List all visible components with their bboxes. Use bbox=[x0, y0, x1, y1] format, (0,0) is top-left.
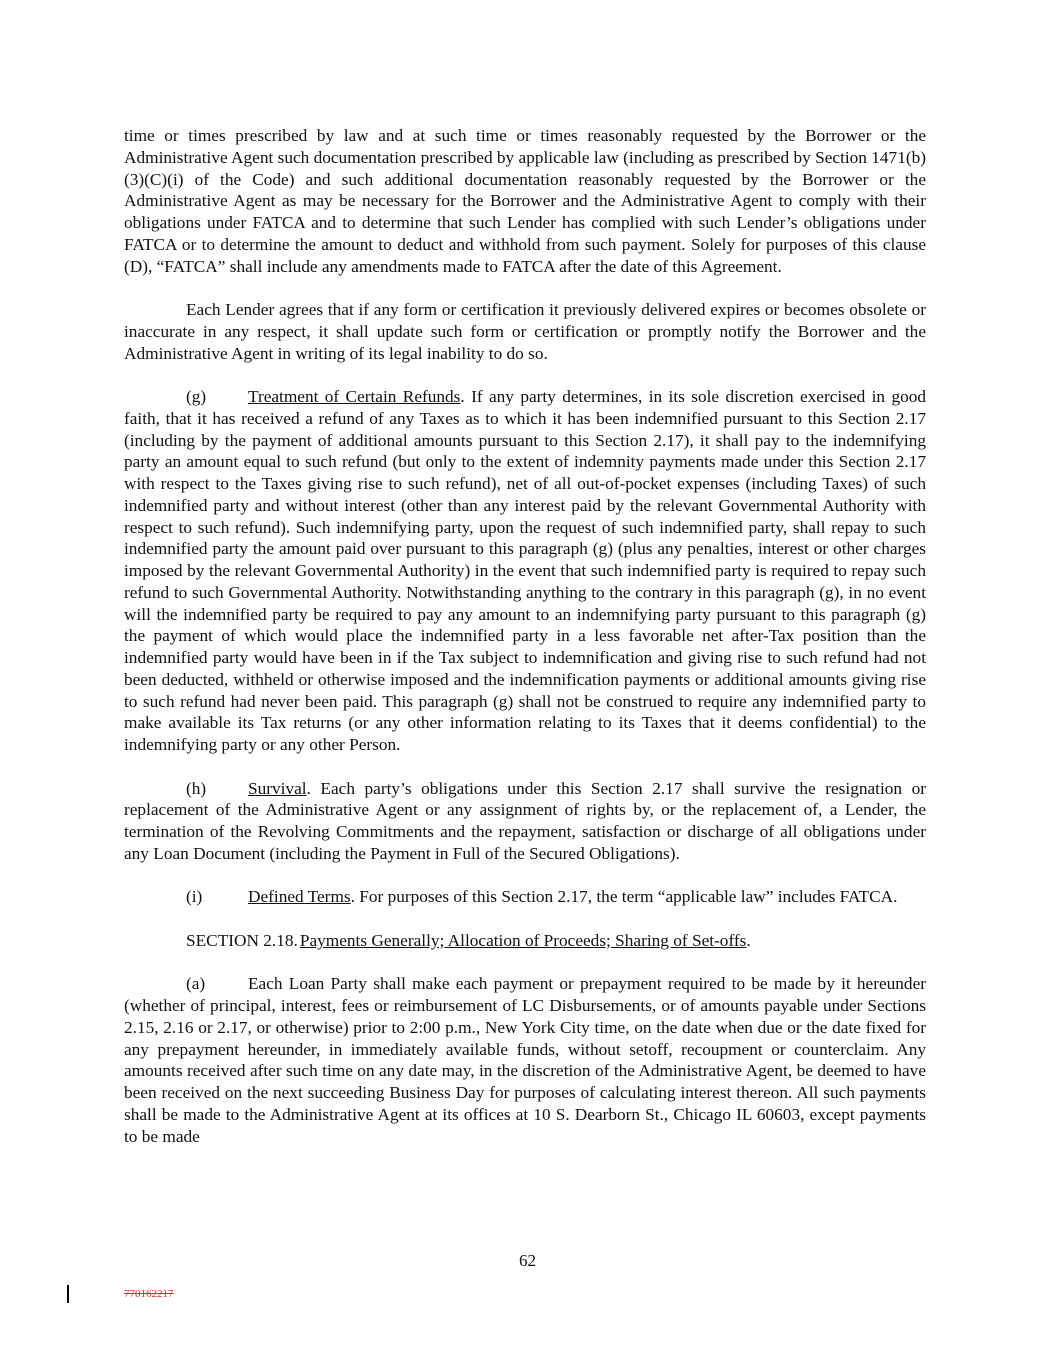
clause-text-h: . Each party’s obligations under this Section 2.17 shall survive the resignation or replacement of the Administrative Agent or any assignment of rights by, or the replacement of, a Lender, the termination of the Revolving Commitments and the repayment, satisfaction or discharge of all obligations under any Loan Document (including the Payment in Full of the Secured Obligations). bbox=[124, 778, 926, 863]
clause-heading-h: Survival bbox=[248, 778, 307, 798]
section-label: SECTION 2.18. bbox=[186, 930, 298, 950]
clause-label-i: (i) bbox=[186, 887, 203, 907]
paragraph-a-payments bbox=[124, 973, 926, 1147]
clause-text-g: . If any party determines, in its sole discretion exercised in good faith, that it has received a refund of any Taxes as to which it has been indemnified pursuant to this Section 2.17 (including by the payment of additional amounts pursuant to this Section 2.17), it shall pay to the indemnifying party an amount equal to such refund (but only to the extent of indemnity payments made under this Section 2.17 with respect to the Taxes giving rise to such refund), net of all out-of-pocket expenses (including Taxes) of such indemnified party and without interest (other than any interest paid by the relevant Governmental Authority with respect to such refund). Such indemnifying party, upon the request of such indemnified party, shall repay to such indemnified party the amount paid over pursuant to this paragraph (g) (plus any penalties, interest or other charges imposed by the relevant Governmental Authority) in the event that such indemnified party is required to repay such refund to such Governmental Authority. Notwithstanding anything to the contrary in this paragraph (g), in no event will the indemnified party be required to pay any amount to an indemnifying party pursuant to this paragraph (g) the payment of which would place the indemnified party in a less favorable net after-Tax position than the indemnified party would have been in if the Tax subject to indemnification and giving rise to such refund had not been deducted, withheld or otherwise imposed and the indemnification payments or additional amounts giving rise to such refund had never been paid. This paragraph (g) shall not be construed to require any indemnified party to make available its Tax returns (or any other information relating to its Taxes that it deems confidential) to the indemnifying party or any other Person. bbox=[124, 387, 927, 754]
paragraph-i-defined-terms bbox=[124, 886, 926, 908]
clause-text-a: Each Loan Party shall make each payment or prepayment required to be made by it hereunder (whether of principal, interest, fees or reimbursement of LC Disbursements, or of amounts payable under Sections 2.15, 2.16 or 2.17, or otherwise) prior to 2:00 p.m., New York City time, on the date when due or the date fixed for any prepayment hereunder, in immediately available funds, without setoff, recoupment or counterclaim. Any amounts received after such time on any date may, in the discretion of the Administrative Agent, be deemed to have been received on the next succeeding Business Day for purposes of calculating interest thereon. All such payments shall be made to the Administrative Agent at its offices at 10 S. Dearborn St., Chicago IL 60603, except payments to be made bbox=[124, 974, 926, 1146]
clause-label-a: (a) bbox=[186, 974, 206, 994]
page-number: 62 bbox=[519, 1251, 536, 1270]
paragraph-lender-agreement: Each Lender agrees that if any form or certification it previously delivered expires or becomes obsolete or inaccurate in any respect, it shall update such form or certification or promptly notify the Borrower and the Administrative Agent in writing of its legal inability to do so. bbox=[124, 300, 926, 363]
document-id: 770162217 bbox=[124, 1288, 174, 1300]
document-body bbox=[124, 125, 926, 1169]
section-heading-2-18 bbox=[124, 930, 926, 952]
paragraph-continuation: time or times prescribed by law and at such time or times reasonably requested by the Borrower or the Administrative Agent such documentation prescribed by applicable law (including as prescribed by Section 1471(b)(3)(C)(i) of the Code) and such additional documentation reasonably requested by the Borrower or the Administrative Agent as may be necessary for the Borrower and the Administrative Agent to comply with their obligations under FATCA and to determine that such Lender has complied with such Lender’s obligations under FATCA or to determine the amount to deduct and withhold from such payment. Solely for purposes of this clause (D), “FATCA” shall include any amendments made to FATCA after the date of this Agreement. bbox=[124, 126, 926, 276]
revision-change-bar bbox=[67, 1285, 69, 1303]
section-title-end: . bbox=[746, 930, 751, 950]
section-title: Payments Generally; Allocation of Proceeds; Sharing of Set-offs bbox=[299, 930, 747, 950]
clause-label-g: (g) bbox=[186, 387, 207, 406]
paragraph-h-survival bbox=[124, 778, 926, 865]
clause-heading-g: Treatment of Certain Refunds bbox=[248, 387, 461, 406]
clause-label-h: (h) bbox=[186, 778, 207, 798]
paragraph-g-treatment-of-refunds bbox=[124, 386, 926, 756]
clause-heading-i: Defined Terms bbox=[248, 887, 351, 907]
clause-text-i: . For purposes of this Section 2.17, the term “applicable law” includes FATCA. bbox=[350, 887, 898, 907]
